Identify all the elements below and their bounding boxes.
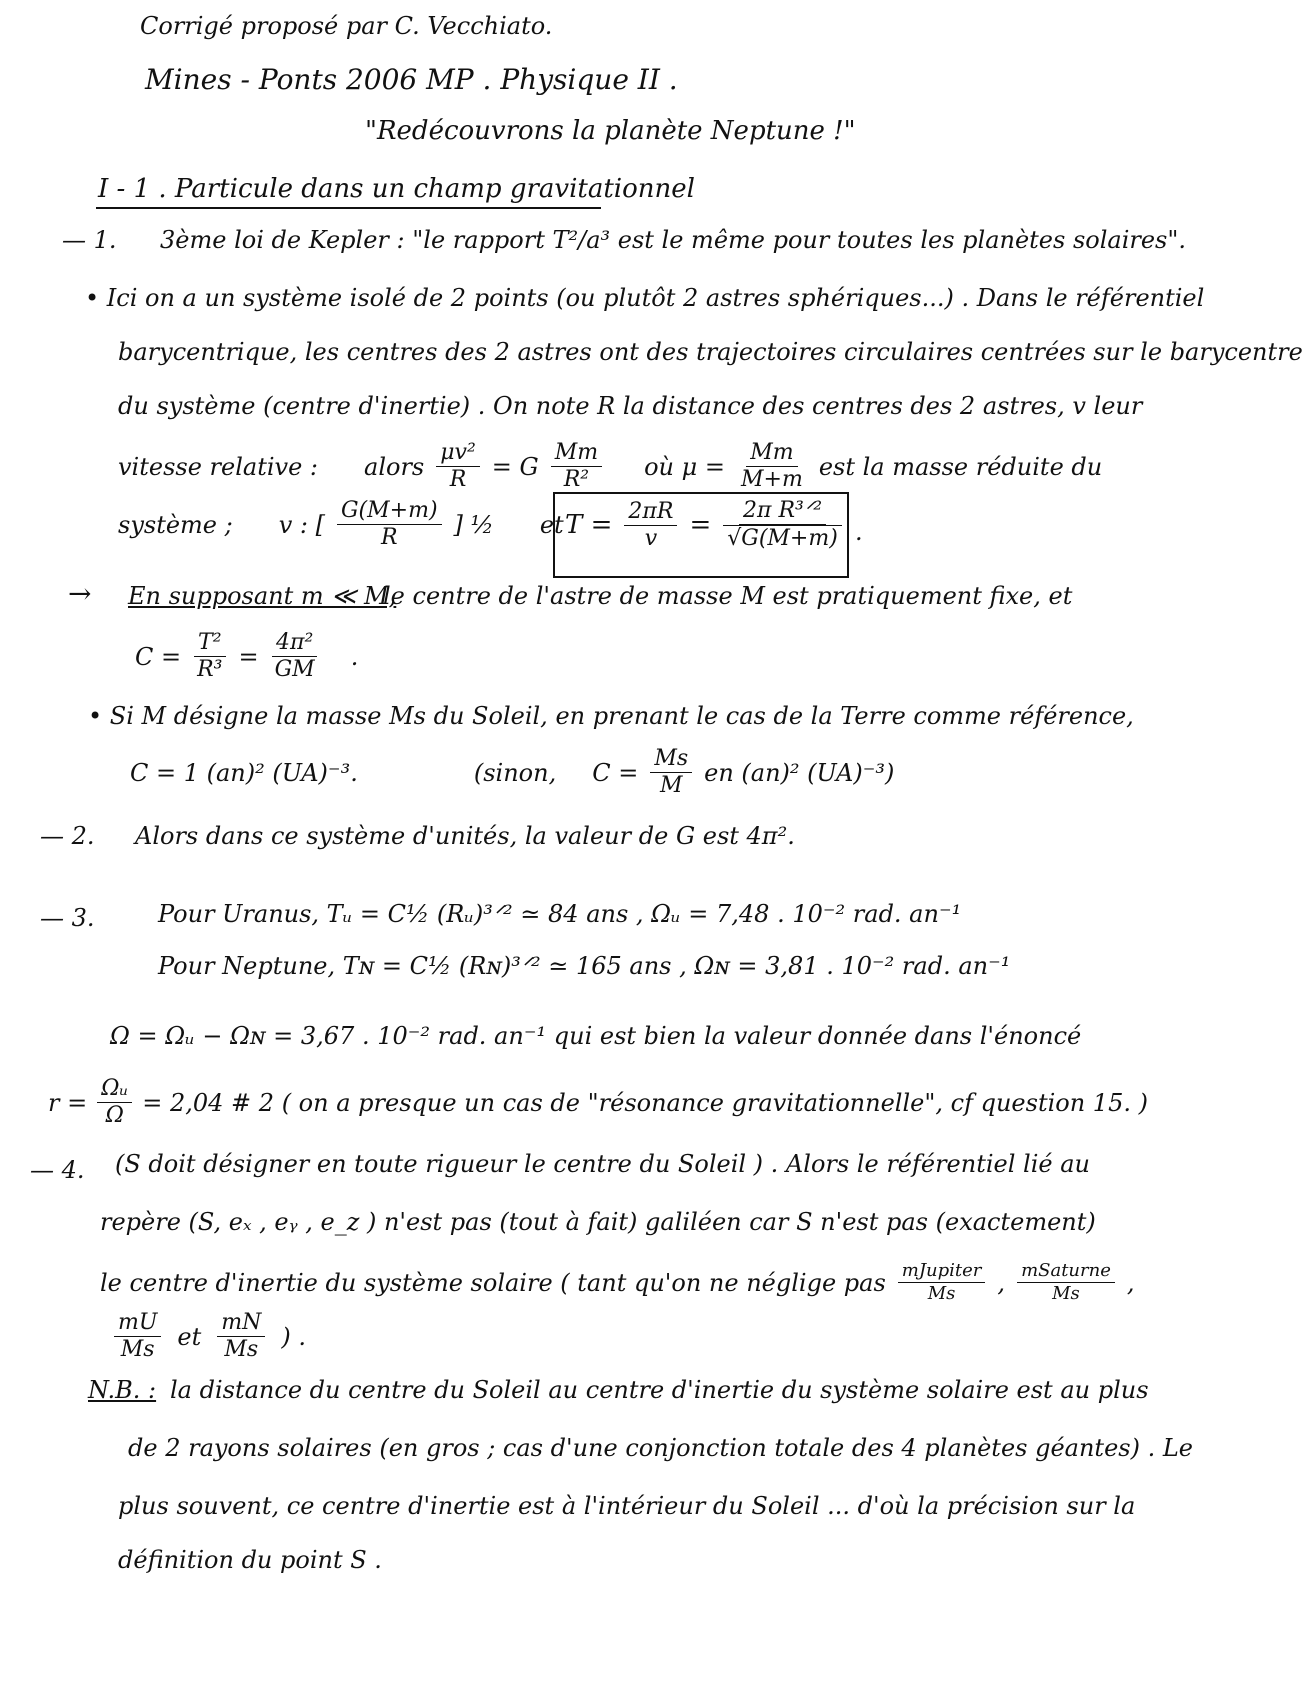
q1-equation-row-1 xyxy=(118,442,1102,491)
q3-omega: Ω = Ωᵤ − Ωɴ = 3,67 . 10⁻² rad. an⁻¹ qui est bien la valeur donnée dans l'énoncé xyxy=(110,1022,1082,1050)
q3-ratio-row xyxy=(48,1078,1148,1127)
q4-number: — 4. xyxy=(30,1156,85,1184)
fraction-mm-over-r2: $\frac{Mm}{\text{R²}}$ xyxy=(551,442,602,491)
q2-number: — 2. xyxy=(40,822,95,850)
q1-systeme: système ; xyxy=(118,510,233,539)
nb-line-4: définition du point S . xyxy=(118,1546,382,1574)
q1-para-line-3: du système (centre d'inertie) . On note R la distance des centres des 2 astres, v leur xyxy=(118,392,1143,420)
period-eq2: = xyxy=(689,510,712,540)
q2-text: Alors dans ce système d'unités, la valeur de G est 4π². xyxy=(135,822,795,850)
fraction-Ms-over-M: $\frac{Ms}{M}$ xyxy=(650,748,692,797)
q1-para-line-2: barycentrique, les centres des 2 astres ont des trajectoires circulaires centrées sur le barycentre xyxy=(118,338,1303,366)
q4-line-1: (S doit désigner en toute rigueur le centre du Soleil ) . Alors le référentiel lié au xyxy=(115,1150,1090,1178)
q1-para-line-1: • Ici on a un système isolé de 2 points (ou plutôt 2 astres sphériques...) . Dans le référentiel xyxy=(85,284,1205,312)
q1-v-exponent: ] ½ xyxy=(453,510,494,539)
fraction-omega-ratio: $\frac{\text{Ωᵤ}}{\Omega}$ xyxy=(97,1078,132,1127)
fraction-msaturne: $\frac{\text{mSaturne}}{Ms}$ xyxy=(1017,1262,1115,1303)
q1-v-eq: v : [ xyxy=(278,510,325,539)
q3-neptune: Pour Neptune, Tɴ = C½ (Rɴ)³ᐟ² ≃ 165 ans , Ωɴ = 3,81 . 10⁻² rad. an⁻¹ xyxy=(158,952,1011,980)
q1-kepler: 3ème loi de Kepler : "le rapport T²/a³ est le même pour toutes les planètes solaires". xyxy=(160,226,1187,254)
q3-uranus: Pour Uranus, Tᵤ = C½ (Rᵤ)³ᐟ² ≃ 84 ans , Ωᵤ = 7,48 . 10⁻² rad. an⁻¹ xyxy=(158,900,962,928)
nb-line-1: la distance du centre du Soleil au centre d'inertie du système solaire est au plus xyxy=(170,1376,1149,1404)
C-units: en (an)² (UA)⁻³) xyxy=(704,758,895,787)
fraction-velocity: $\frac{G(M+m)}{R}$ xyxy=(337,500,442,549)
C-eq: C = xyxy=(135,642,182,671)
nb-label: N.B. : xyxy=(88,1376,157,1404)
q4-line-4 xyxy=(108,1312,306,1361)
fraction-muranus: $\frac{mU}{Ms}$ xyxy=(114,1312,161,1361)
q1-hypothesis: En supposant m ≪ M, xyxy=(128,582,397,610)
q1-si-line: • Si M désigne la masse Ms du Soleil, en prenant le cas de la Terre comme référence, xyxy=(88,702,1134,730)
q1-ou-mu: où μ = xyxy=(644,452,725,481)
q4-line-2: repère (S, eₓ , eᵧ , e_z ) n'est pas (tout à fait) galiléen car S n'est pas (exactement) xyxy=(100,1208,1096,1236)
fraction-T2-over-R3: $\frac{\text{T²}}{\text{R³}}$ xyxy=(193,632,226,681)
q4-et: et xyxy=(177,1322,202,1351)
q3-number: — 3. xyxy=(40,904,95,932)
q1-masse-reduite: est la masse réduite du xyxy=(818,452,1103,481)
nb-line-3: plus souvent, ce centre d'inertie est à l'intérieur du Soleil ... d'où la précision sur la xyxy=(118,1492,1136,1520)
fraction-mu-v2-over-r: $\frac{\text{μv²}}{R}$ xyxy=(436,442,480,491)
period-dot: . xyxy=(855,518,863,546)
kepler-constant-row: C = $\frac{\text{T²}}{\text{R³}}$ = $\frac{\text{4π²}}{GM}$ . xyxy=(135,630,359,682)
q1-equation-row-2 xyxy=(118,500,564,549)
q1-alors: alors xyxy=(364,452,425,481)
q1-hypothesis-rest: le centre de l'astre de masse M est pratiquement fixe, et xyxy=(383,582,1073,610)
q1-et: et xyxy=(539,510,564,539)
q1-eq-G: = G xyxy=(491,452,539,481)
fraction-reduced-mass: $\frac{Mm}{M+m}$ xyxy=(740,440,803,492)
C-sinon: (sinon, xyxy=(473,758,557,787)
fraction-mneptune: $\frac{mN}{Ms}$ xyxy=(217,1312,265,1361)
fraction-period-final: $\frac{\text{2π R³ᐟ²}}{√G(M+m)}$ xyxy=(723,500,842,550)
C-dot: . xyxy=(350,642,359,671)
section-underline xyxy=(96,207,601,209)
q4-line-3-text: le centre d'inertie du système solaire ( tant qu'on ne néglige pas xyxy=(100,1268,886,1297)
period-formula xyxy=(565,500,848,550)
author-line: Corrigé proposé par C. Vecchiato. xyxy=(140,12,553,40)
q1-number: — 1. xyxy=(62,226,117,254)
section-title: I - 1 . Particule dans un champ gravitationnel xyxy=(98,174,695,204)
C-value-row xyxy=(130,748,894,797)
nb-line-2: de 2 rayons solaires (en gros ; cas d'une conjonction totale des 4 planètes géantes) . Le xyxy=(128,1434,1193,1462)
ratio-result: = 2,04 # 2 ( on a presque un cas de "résonance gravitationnelle", cf question 15. ) xyxy=(142,1088,1148,1117)
fraction-2piR-over-v: $\frac{2\pi R}{v}$ xyxy=(624,501,677,550)
exam-line: Mines - Ponts 2006 MP . Physique II . xyxy=(145,63,678,96)
arrow-icon: → xyxy=(68,577,92,610)
q4-close: ) . xyxy=(281,1322,307,1351)
q1-vitesse-label: vitesse relative : xyxy=(118,452,319,481)
C-eq2: C = xyxy=(592,758,639,787)
subtitle: "Redécouvrons la planète Neptune !" xyxy=(365,116,856,146)
fraction-4pi2-over-GM: $\frac{\text{4π²}}{GM}$ xyxy=(271,632,319,681)
fraction-mjupiter: $\frac{\text{mJupiter}}{Ms}$ xyxy=(898,1262,986,1303)
C-value: C = 1 (an)² (UA)⁻³. xyxy=(130,758,358,787)
period-T-eq: T = xyxy=(565,510,613,540)
q4-line-3: le centre d'inertie du système solaire ( tant qu'on ne néglige pas $\frac{\text{mJupiter}}{Ms}$ , $\frac{\text{mSaturne}}{Ms}$ , xyxy=(100,1260,1135,1304)
ratio-r-eq: r = xyxy=(48,1088,88,1117)
